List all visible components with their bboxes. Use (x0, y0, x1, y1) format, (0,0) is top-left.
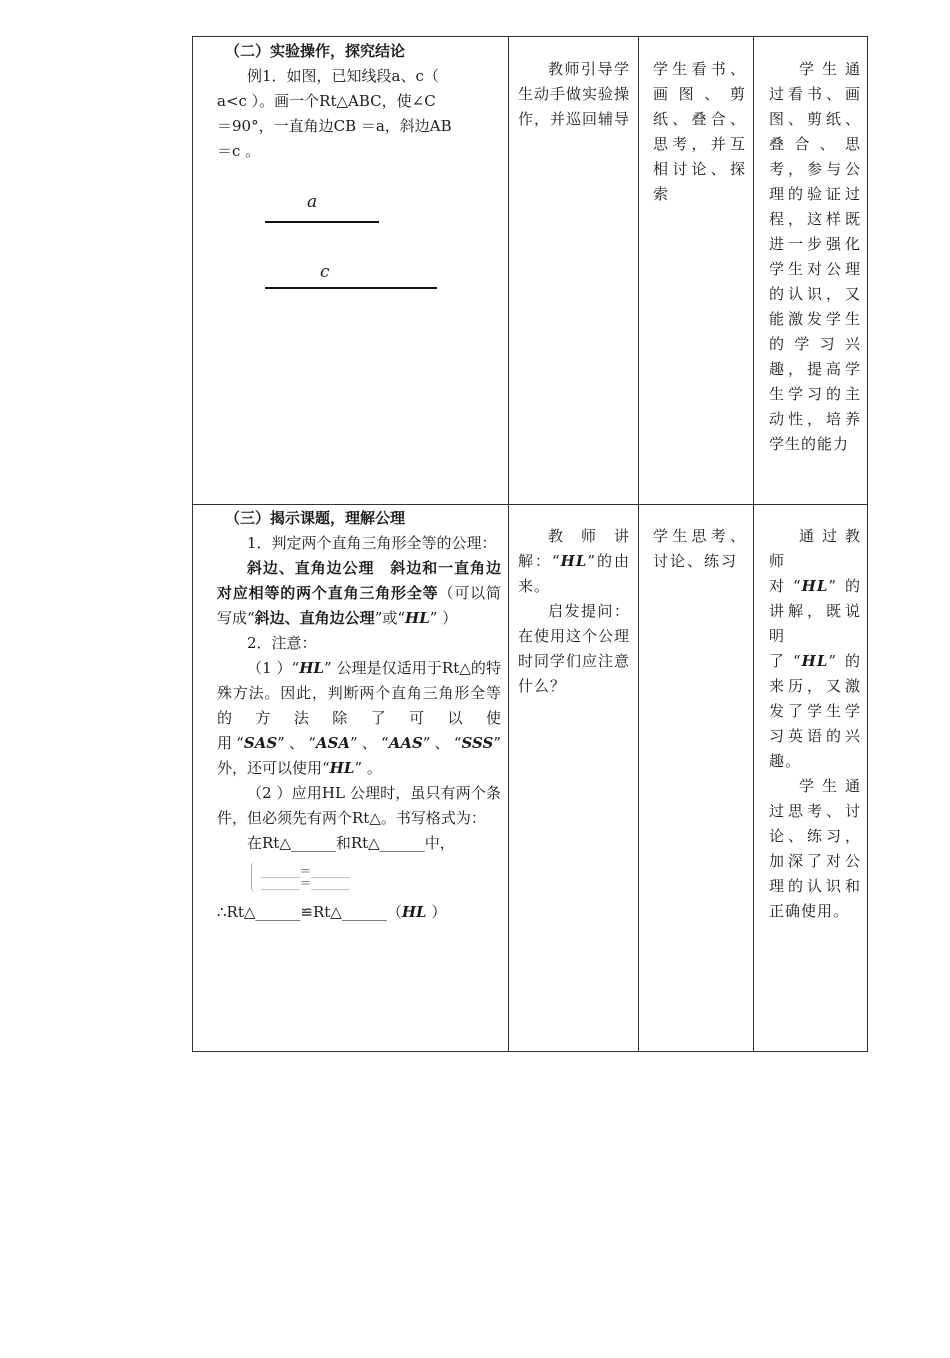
text-span: ”的讲解，既说明了“ (769, 577, 862, 670)
text-span: HL (329, 759, 355, 777)
design-intent-cell: 学生通过看书、画图、剪纸、叠合、思考，参与公理的验证过程，这样既进一步强化学生对公理的认识，又能激发学生的学习兴趣，提高学生学习的主动性，培养学生的能力 (769, 60, 861, 453)
brace-line: ______=______ (261, 864, 350, 879)
text-span: HL (405, 609, 430, 627)
text-span: （1 ）“ (247, 659, 300, 677)
text-span: ”、“ (277, 734, 316, 752)
text-span: SAS (243, 734, 278, 752)
text-span: HL (801, 577, 829, 595)
paragraph: 启发提问：在使用这个公理时同学们应注意什么？ (518, 602, 631, 695)
example-line: 例1．如图，已知线段a、c（ (247, 67, 439, 85)
paragraph (769, 524, 861, 774)
text-span: HL (299, 659, 324, 677)
paragraph: （2 ）应用HL 公理时，虽只有两个条件，但必须先有两个Rt△。书写格式为： (217, 784, 501, 827)
theorem-text: 斜边、直角边公理 斜边和一直角边对应相等的两个直角三角形全等 (217, 559, 501, 602)
text-span: ” ） (429, 609, 458, 627)
text-span: HL (801, 652, 829, 670)
section-heading: （二）实验操作，探究结论 (225, 42, 406, 60)
conclusion-line (217, 900, 501, 925)
column-divider (753, 37, 754, 1051)
text-span: ”的由来。 (518, 552, 631, 595)
paragraph (217, 656, 501, 781)
row2-content-cell (217, 506, 501, 925)
segment-c (265, 287, 437, 289)
segment-a (265, 221, 379, 223)
brace-line: ______=______ (261, 876, 350, 891)
text-span: 斜边、直角边公理 (254, 609, 375, 627)
text-span: ” 公理是仅适用于Rt△的特殊方法。因此，判断两个直角三角形全等的方法除了可以使用“ (217, 659, 502, 752)
column-divider (638, 37, 639, 1051)
text-span: AAS (388, 734, 423, 752)
text-span: ”、“ (422, 734, 462, 752)
text-span: HL (401, 903, 427, 921)
text-span: HL (560, 552, 588, 570)
paragraph (518, 524, 630, 599)
text-span: ” 外，还可以使用“ (217, 734, 502, 777)
text-span: ∴Rt△______≌Rt△______（ (217, 903, 402, 921)
brace-icon (251, 862, 255, 892)
student-activity-cell: 学生思考、讨论、练习 (653, 527, 747, 570)
teacher-activity-cell (518, 524, 630, 699)
text-span: ”、“ (349, 734, 389, 752)
segment-c-label: c (320, 262, 330, 282)
example-line: a<c ）。画一个Rt△ABC，使∠C (217, 92, 436, 110)
segment-a-label: a (307, 192, 318, 212)
row1-content-cell (217, 39, 501, 164)
brace-block (217, 856, 501, 900)
example-line: ＝c 。 (217, 142, 261, 160)
text-span: ASA (315, 734, 350, 752)
text-span: ） (426, 903, 447, 921)
lesson-plan-table (192, 36, 868, 1052)
section-heading: （三）揭示课题，理解公理 (225, 509, 406, 527)
paragraph: 在Rt△______和Rt△______中， (247, 834, 455, 852)
design-intent-cell (769, 524, 861, 924)
teacher-activity-cell: 教师引导学生动手做实验操作，并巡回辅导 (518, 60, 631, 128)
text-span: 通过教师对“ (769, 527, 861, 595)
text-span: 教师讲解：“ (518, 527, 630, 570)
text-span: ”的来历，又激发了学生学习英语的兴趣。 (769, 652, 862, 770)
paragraph: 学生通过思考、讨论、练习，加深了对公理的认识和正确使用。 (769, 777, 861, 920)
row-divider (193, 504, 867, 505)
example-line: ＝90°，一直角边CB ＝a，斜边AB (217, 117, 452, 135)
student-activity-cell: 学生看书、画图、剪纸、叠合、思考，并互相讨论、探索 (653, 60, 747, 203)
paragraph: 2．注意： (247, 634, 317, 652)
paragraph: 1．判定两个直角三角形全等的公理： (247, 534, 497, 552)
text-span: SSS (461, 734, 494, 752)
text-span: ”或“ (374, 609, 406, 627)
text-span: （可以简写成“ (217, 584, 501, 627)
text-span: ” 。 (354, 759, 382, 777)
column-divider (508, 37, 509, 1051)
